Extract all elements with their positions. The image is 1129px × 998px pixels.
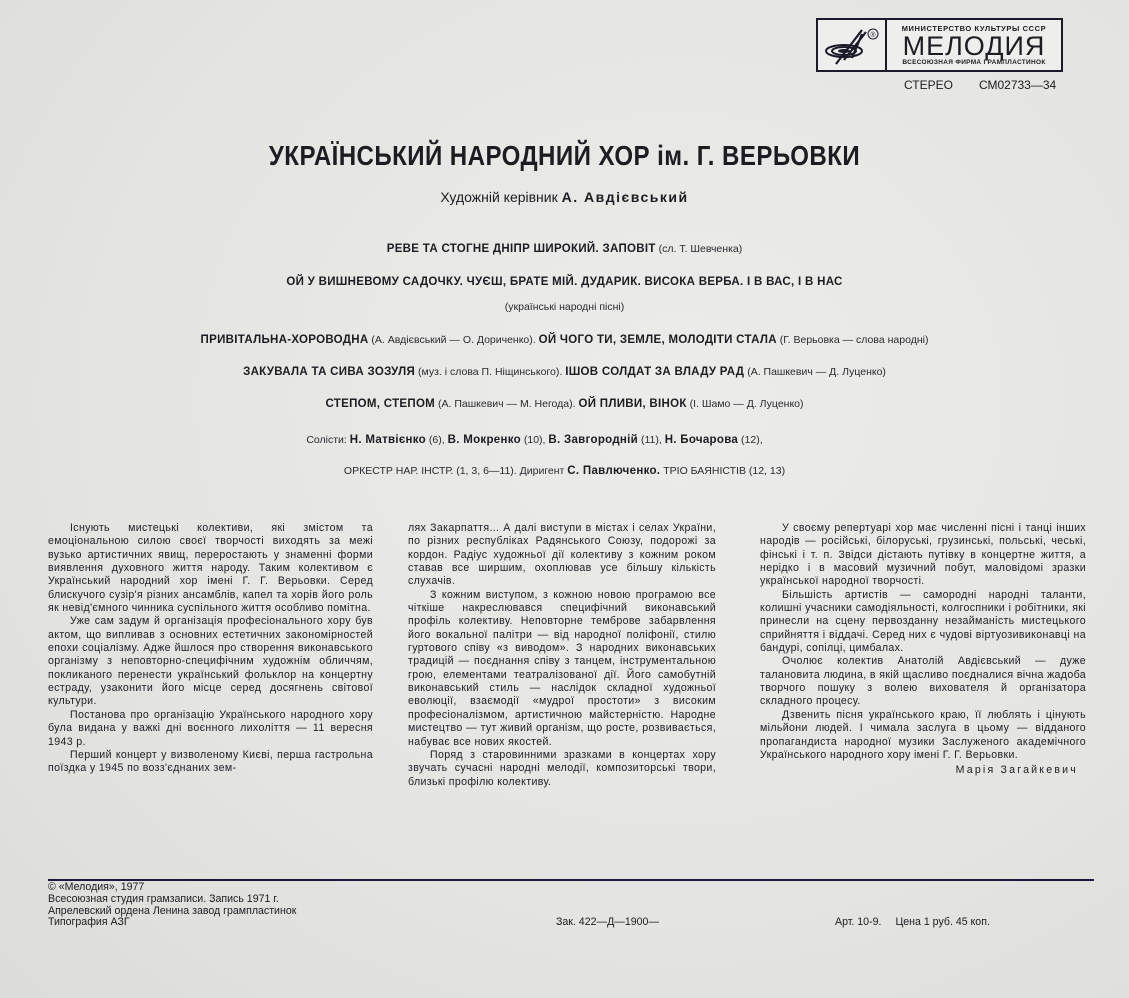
- director-name: А. Авдієвський: [561, 189, 689, 205]
- track-title: СТЕПОМ, СТЕПОМ: [325, 398, 436, 410]
- liner-notes-column-1: [48, 522, 373, 776]
- track-title: ОЙ ПЛИВИ, ВІНОК: [578, 398, 687, 410]
- catalog-info: [904, 78, 1056, 92]
- track-note: (сл. Т. Шевченка): [655, 243, 743, 255]
- paragraph: З кожним виступом, з кожною новою програмою все чіткіше накреслювався специфічний виконавський профіль колективу. Неповторне темброве забарвлення його вокальної палітри — від народної поліфонії, стилю гуртового співу «з виводом». З народних виконавських традицій — поєднання співу з танцем, інструментальною грою, елементами театралізованої дії. Його самобутній виконавський стиль — наслідок складної художньої еволюції, взаємодії «мудрої простоти» з високим професіоналізмом, артистичною майстерністю. Народне мистецтво — тут живий організм, що росте, розвивається, набуває все нових якостей.: [408, 588, 716, 748]
- svg-text:®: ®: [869, 32, 876, 39]
- paragraph: лях Закарпаття... А далі виступи в містах і селах України, по різних республіках Радянського Союзу, подорожі за кордон. Радіус художньої дії колективу з кожним роком ставав все ширшим, охоплював усе більшу кількість слухачів.: [408, 522, 716, 588]
- credit-line: [0, 465, 1129, 477]
- catalog-number: СМ02733—34: [978, 78, 1057, 92]
- track-title: РЕВЕ ТА СТОГНЕ ДНІПР ШИРОКИЙ. ЗАПОВІТ: [386, 243, 656, 255]
- credit-note: Солісти:: [306, 434, 350, 446]
- track-line: [0, 276, 1129, 288]
- paragraph: Постанова про організацію Українського народного хору була видана у важкі дні воєнного лихоліття — 11 вересня 1943 р.: [48, 708, 373, 748]
- credit-title: В. Завгородній: [548, 434, 639, 446]
- track-title: ІШОВ СОЛДАТ ЗА ВЛАДУ РАД: [565, 366, 745, 378]
- credit-title: В. Мокренко: [447, 434, 521, 446]
- credit-title: Н. Матвієнко: [349, 434, 426, 446]
- credit-note: (10),: [520, 434, 549, 446]
- paragraph: Поряд з старовинними зразками в концертах хору звучать сучасні народні мелодії, композиторські твори, близькі профілю колективу.: [408, 748, 716, 788]
- melodiya-emblem-icon: [818, 20, 887, 70]
- track-line: [0, 398, 1129, 410]
- melodiya-logo: [816, 18, 1063, 72]
- liner-notes-column-3: [760, 522, 1086, 778]
- credit-note: ОРКЕСТР НАР. ІНСТР. (1, 3, 6—11). Диригент: [343, 465, 568, 477]
- track-title: ПРИВІТАЛЬНА-ХОРОВОДНА: [200, 334, 369, 346]
- track-note: (українські народні пісні): [504, 301, 625, 313]
- credit-note: ТРІО БАЯНІСТІВ (12, 13): [660, 465, 786, 477]
- footer-divider: [48, 879, 1094, 881]
- credit-note: (6),: [426, 434, 448, 446]
- track-note: (А. Пашкевич — Д. Луценко): [744, 366, 886, 378]
- track-line: [0, 243, 1129, 255]
- track-title: ОЙ У ВИШНЕВОМУ САДОЧКУ. ЧУЄШ, БРАТЕ МІЙ. ДУДАРИК. ВИСОКА ВЕРБА. І В ВАС, І В НАС: [286, 276, 843, 288]
- credit-note: (12),: [738, 434, 763, 446]
- paragraph: Існують мистецькі колективи, які змістом та емоціональною силою своєї творчості виходять за межі вузько артистичних явищ, переростають у знаменні форми виявлення духовного життя народу. Таким колективом є Український народний хор імені Г. Г. Верьовки. Серед блискучого сузір'я різних ансамблів, капел та хорів його роль як невід'ємного чинника суспільного життя особливо помітна.: [48, 522, 373, 615]
- credit-line: [0, 434, 1099, 446]
- order-number: Зак. 422—Д—1900—: [556, 916, 660, 928]
- price-info: [835, 916, 990, 928]
- track-note: (Г. Верьовка — слова народні): [776, 334, 929, 346]
- recording-studio: Всесоюзная студия грамзаписи. Запись 1971 г.: [48, 892, 279, 905]
- paragraph: Очолює колектив Анатолій Авдієвський — дуже талановита людина, в якій щасливо поєдналися вічна жадоба творчого пошуку з волею вихователя й організатора складного процесу.: [760, 655, 1086, 708]
- price: Цена 1 руб. 45 коп.: [895, 916, 990, 928]
- track-line: [0, 366, 1129, 378]
- paragraph: Перший концерт у визволеному Києві, перша гастрольна поїздка у 1945 по возз'єднаних зем-: [48, 748, 373, 775]
- credit-title: Н. Бочарова: [664, 434, 739, 446]
- footer-production-info: [48, 882, 296, 929]
- track-note: (І. Шамо — Д. Луценко): [686, 398, 804, 410]
- credit-title: С. Павлюченко.: [567, 465, 661, 477]
- paragraph: Дзвенить пісня українського краю, її люблять і цінують мільйони людей. І чимала заслуга в цьому — відданого пропагандиста народної музики Заслуженого академічного Українського народного хору імені Г. Г. Верьовки.: [760, 708, 1086, 761]
- paragraph: У своєму репертуарі хор має численні пісні і танці інших народів — російські, білоруські, грузинські, польські, чеські, фінські і т. п. Звідси дістають путівку в концертне життя, а нерідко і в масовий музичний побут, маловідомі зразки української народної творчості.: [760, 522, 1086, 588]
- track-note: (А. Пашкевич — М. Негода).: [435, 398, 579, 410]
- track-title: ЗАКУВАЛА ТА СИВА ЗОЗУЛЯ: [243, 366, 416, 378]
- printer: Типография АЗГ: [48, 916, 130, 929]
- logo-brand: МЕЛОДИЯ: [902, 30, 1046, 61]
- format-label: СТЕРЕО: [904, 78, 953, 92]
- director-label: Художній керівник: [440, 189, 558, 205]
- article-number: Арт. 10-9.: [835, 916, 882, 928]
- author-signature: Марія Загайкевич: [955, 764, 1078, 777]
- track-title: ОЙ ЧОГО ТИ, ЗЕМЛЕ, МОЛОДІТИ СТАЛА: [538, 334, 777, 346]
- record-waves-icon: [822, 24, 882, 66]
- paragraph: Уже сам задум й організація професіонального хору був актом, що випливав з основних естетичних закономірностей епохи соціалізму. Адже йшлося про створення виконавського організму з неповторно-специфічним художнім обличчям, покликаного перенести український фольклор на концертну естраду, узаконити його місце серед досягнень світової культури.: [48, 615, 373, 708]
- credit-note: (11),: [638, 434, 665, 446]
- track-line: [0, 334, 1129, 346]
- album-title: УКРАЇНСЬКИЙ НАРОДНИЙ ХОР ім. Г. ВЕРЬОВКИ: [268, 140, 861, 171]
- logo-ministry-line: МИНИСТЕРСТВО КУЛЬТУРЫ СССР: [901, 23, 1047, 33]
- track-note: (муз. і слова П. Ніщинського).: [415, 366, 566, 378]
- liner-notes-column-2: [408, 522, 716, 789]
- pressing-plant: Апрелевский ордена Ленина завод грампластинок: [48, 904, 297, 917]
- track-note: (А. Авдієвський — О. Дориченко).: [368, 334, 539, 346]
- artistic-director: [0, 189, 1129, 205]
- logo-company-line: ВСЕСОЮЗНАЯ ФИРМА ГРАМПЛАСТИНОК: [902, 58, 1046, 66]
- track-line: [0, 301, 1129, 313]
- copyright: © «Мелодия», 1977: [48, 881, 145, 893]
- paragraph: Більшість артистів — самородні народні таланти, колишні учасники самодіяльності, колгоспники і робітники, які принесли на сцену первозданну незайманість мистецького сприйняття і віддачі. Серед них є чудові віртуозивиконавці на бандурі, сопілці, цимбалах.: [760, 588, 1086, 655]
